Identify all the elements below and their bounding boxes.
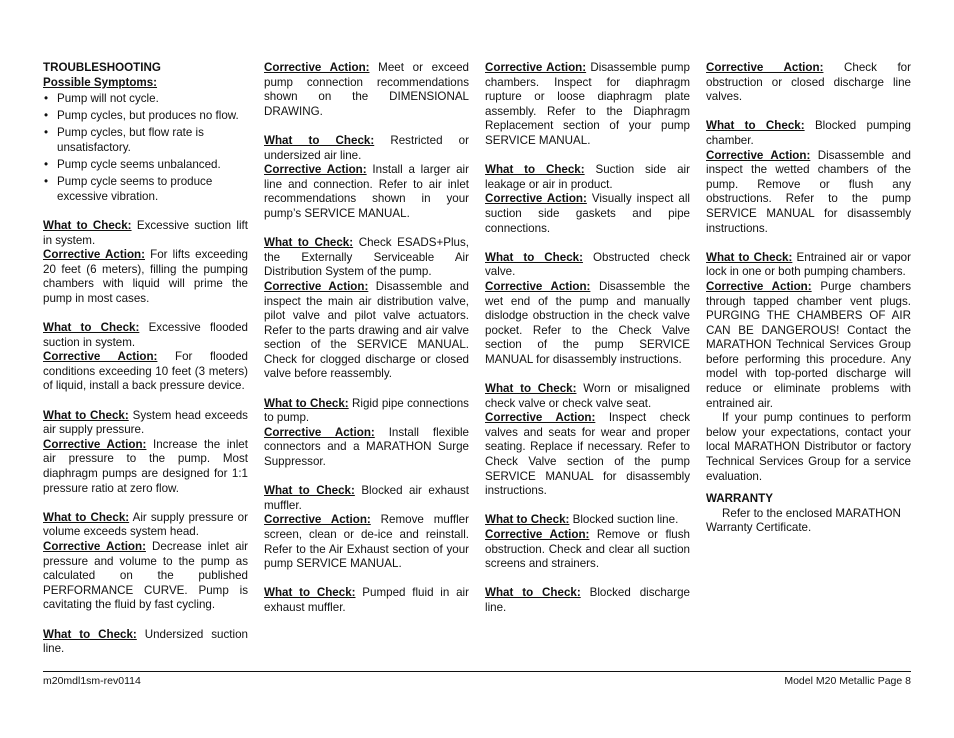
corrective-action-text: Install flexible connectors and a MARATHON Surge Suppressor. (264, 425, 469, 469)
corrective-action-text: Inspect check valves and seats for wear and proper seating. Replace if necessary. Refer to Check Valve section of the pump SERVICE MANUAL for disassembly instructions. (485, 411, 690, 498)
check-paragraph (264, 134, 469, 222)
corrective-action-label: Corrective Action: (485, 528, 590, 541)
what-to-check-label: What to Check: (43, 218, 132, 232)
corrective-action-label: Corrective Action: (706, 279, 812, 293)
list-item: • Pump cycle seems unbalanced. (43, 158, 248, 173)
section-title: TROUBLESHOOTING (43, 61, 161, 74)
what-to-check-text: Undersized suction line. (43, 627, 248, 656)
corrective-action-label: Corrective Action: (485, 61, 587, 74)
corrective-action-label: Corrective Action: (485, 279, 591, 293)
corrective-action-label: Corrective Action: (43, 437, 147, 451)
what-to-check-label: What to Check: (485, 382, 577, 396)
corrective-action-text: Remove or flush obstruction. Check and clear all suction screens and strainers. (485, 528, 690, 571)
list-item: • Pump cycles, but produces no flow. (43, 109, 248, 124)
corrective-action-label: Corrective Action: (485, 411, 596, 425)
what-to-check-label: What to Check: (485, 586, 581, 600)
what-to-check-text: Excessive suction lift in system. (43, 218, 248, 247)
page-footer-label: Model M20 Metallic Page 8 (784, 675, 911, 687)
corrective-action-text: Meet or exceed pump connection recommendations shown on the DIMENSIONAL DRAWING. (264, 61, 469, 118)
corrective-action-text: Remove muffler screen, clean or de-ice and reinstall. Refer to the Air Exhaust section of your pump SERVICE MANUAL. (264, 513, 469, 571)
corrective-action-text: Install a larger air line and connection. Refer to air inlet recommendations shown in your pump’s SERVICE MANUAL. (264, 163, 469, 220)
corrective-action-text: Visually inspect all suction side gaskets and pipe connections. (485, 192, 690, 235)
list-item: • Pump cycle seems to produce excessive vibration. (43, 175, 248, 204)
check-paragraph (706, 61, 911, 105)
corrective-action-text: Purge chambers through tapped chamber vent plugs. PURGING THE CHAMBERS OF AIR CAN BE DANGEROUS! Contact the MARATHON Technical Services Group before performing this procedure. Any model with top-ported discharge will reduce or eliminate problems with entrained air. (706, 279, 911, 410)
what-to-check-label: What to Check: (264, 586, 356, 600)
section-subtitle: Possible Symptoms: (43, 75, 158, 89)
what-to-check-text: Restricted or undersized air line. (264, 133, 469, 162)
check-paragraph (43, 511, 248, 613)
what-to-check-text: Blocked pumping chamber. (706, 119, 911, 147)
service-paragraph: If your pump continues to perform below your expectations, contact your local MARATHON Distributor or factory Technical Services Group for a service evaluation. (706, 411, 911, 483)
check-paragraph (264, 586, 469, 615)
what-to-check-text: Blocked air exhaust muffler. (264, 484, 469, 512)
list-item: • Pump cycles, but flow rate is unsatisfactory. (43, 126, 248, 155)
corrective-action-label: Corrective Action: (264, 61, 370, 74)
what-to-check-label: What to Check: (264, 133, 375, 147)
what-to-check-label: What to Check: (264, 484, 355, 498)
column-2 (264, 61, 469, 616)
check-paragraph (264, 236, 469, 382)
check-paragraph (485, 163, 690, 236)
document-code: m20mdl1sm-rev0114 (43, 675, 141, 687)
warranty-text: Refer to the enclosed MARATHON Warranty Certificate. (706, 506, 901, 535)
what-to-check-text: Blocked discharge line. (485, 586, 690, 614)
what-to-check-text: Excessive flooded suction in system. (43, 321, 248, 349)
corrective-action-label: Corrective Action: (43, 248, 145, 262)
what-to-check-text: Obstructed check valve. (485, 250, 690, 279)
check-paragraph (43, 219, 248, 307)
check-paragraph (43, 628, 248, 657)
corrective-action-text: Disassemble and inspect the wetted chambers of the pump. Remove or flush any obstructions. Refer to the pump SERVICE MANUAL for disassembly instructions. (706, 148, 911, 235)
column-3 (485, 61, 690, 616)
what-to-check-text: Suction side air leakage or air in product. (485, 163, 690, 191)
corrective-action-label: Corrective Action: (485, 192, 587, 206)
corrective-action-label: Corrective Action: (264, 425, 375, 439)
check-paragraph (706, 251, 911, 412)
corrective-action-text: Increase the inlet air pressure to the pump. Most diaphragm pumps are designed for 1:1 pressure ratio at zero flow. (43, 437, 248, 495)
corrective-action-label: Corrective Action: (264, 279, 369, 293)
footer-rule (43, 671, 911, 672)
what-to-check-label: What to Check: (485, 163, 585, 177)
check-paragraph (264, 61, 469, 119)
check-paragraph (43, 409, 248, 497)
what-to-check-label: What to Check: (485, 513, 570, 527)
corrective-action-label: Corrective Action: (706, 148, 811, 162)
corrective-action-label: Corrective Action: (43, 540, 146, 553)
what-to-check-label: What to Check: (43, 321, 140, 335)
what-to-check-text: Entrained air or vapor lock in one or both pumping chambers. (706, 250, 911, 279)
check-paragraph (43, 321, 248, 394)
what-to-check-label: What to Check: (43, 408, 129, 422)
corrective-action-label: Corrective Action: (264, 513, 371, 527)
corrective-action-text: Disassemble the wet end of the pump and manually dislodge obstruction in the check valve pocket. Refer to the Check Valve section of the pump SERVICE MANUAL for disassembly instructions. (485, 279, 690, 366)
list-item: • Pump will not cycle. (43, 92, 248, 107)
corrective-action-text: Check for obstruction or closed discharge line valves. (706, 61, 911, 104)
corrective-action-text: Disassemble pump chambers. Inspect for diaphragm rupture or loose diaphragm plate assembly. Refer to the Diaphragm Replacement section of your pump SERVICE MANUAL. (485, 61, 690, 147)
what-to-check-label: What to Check: (706, 250, 793, 264)
check-paragraph (264, 484, 469, 572)
warranty-title: WARRANTY (706, 492, 773, 506)
check-paragraph (485, 61, 690, 149)
what-to-check-text: Rigid pipe connections to pump. (264, 396, 469, 425)
corrective-action-label: Corrective Action: (706, 61, 824, 74)
what-to-check-label: What to Check: (43, 510, 130, 524)
what-to-check-text: Blocked suction line. (569, 513, 679, 527)
check-paragraph (485, 513, 690, 571)
corrective-action-label: Corrective Action: (264, 163, 367, 177)
symptom-list (43, 92, 248, 204)
corrective-action-text: For lifts exceeding 20 feet (6 meters), filling the pumping chambers with liquid will prime the pump in most cases. (43, 248, 248, 305)
what-to-check-text: System head exceeds air supply pressure. (43, 408, 248, 437)
what-to-check-label: What to Check: (264, 396, 349, 410)
check-paragraph (485, 586, 690, 615)
check-paragraph (264, 397, 469, 470)
column-1 (43, 61, 248, 657)
what-to-check-text: Check ESADS+Plus, the Externally Serviceable Air Distribution System of the pump. (264, 236, 469, 279)
corrective-action-label: Corrective Action: (43, 350, 158, 364)
what-to-check-label: What to Check: (706, 119, 805, 133)
what-to-check-label: What to Check: (264, 236, 354, 250)
what-to-check-label: What to Check: (485, 250, 583, 264)
check-paragraph (485, 382, 690, 499)
check-paragraph (706, 119, 911, 236)
column-4 (706, 61, 911, 536)
what-to-check-text: Air supply pressure or volume exceeds system head. (43, 510, 248, 539)
check-paragraph (485, 251, 690, 368)
what-to-check-text: Pumped fluid in air exhaust muffler. (264, 586, 469, 614)
corrective-action-text: For flooded conditions exceeding 10 feet (3 meters) of liquid, install a back pressure device. (43, 350, 248, 393)
what-to-check-label: What to Check: (43, 627, 137, 641)
corrective-action-text: Disassemble and inspect the main air distribution valve, pilot valve and pilot valve actuators. Refer to the parts drawing and air valve section of the SERVICE MANUAL. Check for clogged discharge or closed valve before reassembly. (264, 279, 469, 381)
what-to-check-text: Worn or misaligned check valve or check valve seat. (485, 382, 690, 410)
corrective-action-text: Decrease inlet air pressure and volume to the pump as calculated on the published PERFORMANCE CURVE. Pump is cavitating the fluid by fast cycling. (43, 540, 249, 612)
